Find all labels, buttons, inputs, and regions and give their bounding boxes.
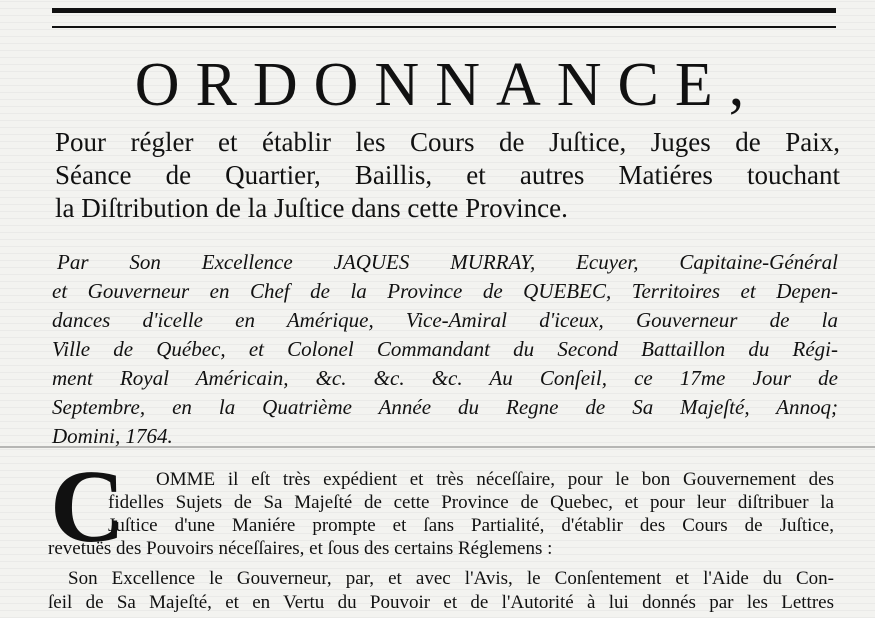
issuer-byline (52, 248, 838, 451)
paragraph-line: revetuës des Pouvoirs néceſſaires, et ſous des certains Réglemens : (48, 538, 553, 559)
top-rule-thick (52, 8, 836, 13)
enactment-paragraph (48, 567, 834, 615)
byline-line: et Gouverneur en Chef de la Province de QUEBEC, Territoires et Depen- (52, 279, 838, 303)
subtitle-line: la Diſtribution de la Juſtice dans cette Province. (55, 193, 568, 223)
paragraph-line: ſeil de Sa Majeſté, et en Vertu du Pouvoir et de l'Autorité à lui donnés par les Lettres (48, 592, 834, 613)
document-title: ORDONNANCE, (134, 51, 761, 119)
paragraph-line: Juſtice d'une Maniére prompte et ſans Partialité, d'établir des Cours de Juſtice, (108, 515, 834, 536)
byline-line: Ville de Québec, et Colonel Commandant du Second Battaillon du Régi- (52, 337, 838, 361)
section-divider (0, 446, 875, 448)
subtitle-line: Séance de Quartier, Baillis, et autres Matiéres touchant (55, 160, 840, 190)
byline-line: Par Son Excellence JAQUES MURRAY, Ecuyer, Capitaine-Général (57, 250, 838, 274)
byline-line: Domini, 1764. (52, 424, 173, 448)
byline-line: dances d'icelle en Amérique, Vice-Amiral d'iceux, Gouverneur de la (52, 308, 838, 332)
paragraph-line: OMME il eſt très expédient et très néceſſaire, pour le bon Gouvernement des (156, 469, 834, 490)
byline-line: Septembre, en la Quatrième Année du Regne de Sa Majeſté, Annoq; (52, 395, 838, 419)
paragraph-line: Son Excellence le Gouverneur, par, et avec l'Avis, le Conſentement et l'Aide du Con- (68, 568, 834, 589)
top-rule-thin (52, 26, 836, 28)
document-subtitle (55, 126, 840, 225)
subtitle-line: Pour régler et établir les Cours de Juſtice, Juges de Paix, (55, 127, 840, 157)
preamble-paragraph (48, 468, 834, 560)
drop-cap: C (50, 449, 126, 564)
paragraph-line: fidelles Sujets de Sa Majeſté de cette Province de Quebec, et pour leur diſtribuer la (108, 492, 834, 513)
byline-line: ment Royal Américain, &c. &c. &c. Au Conſeil, ce 17me Jour de (52, 366, 838, 390)
